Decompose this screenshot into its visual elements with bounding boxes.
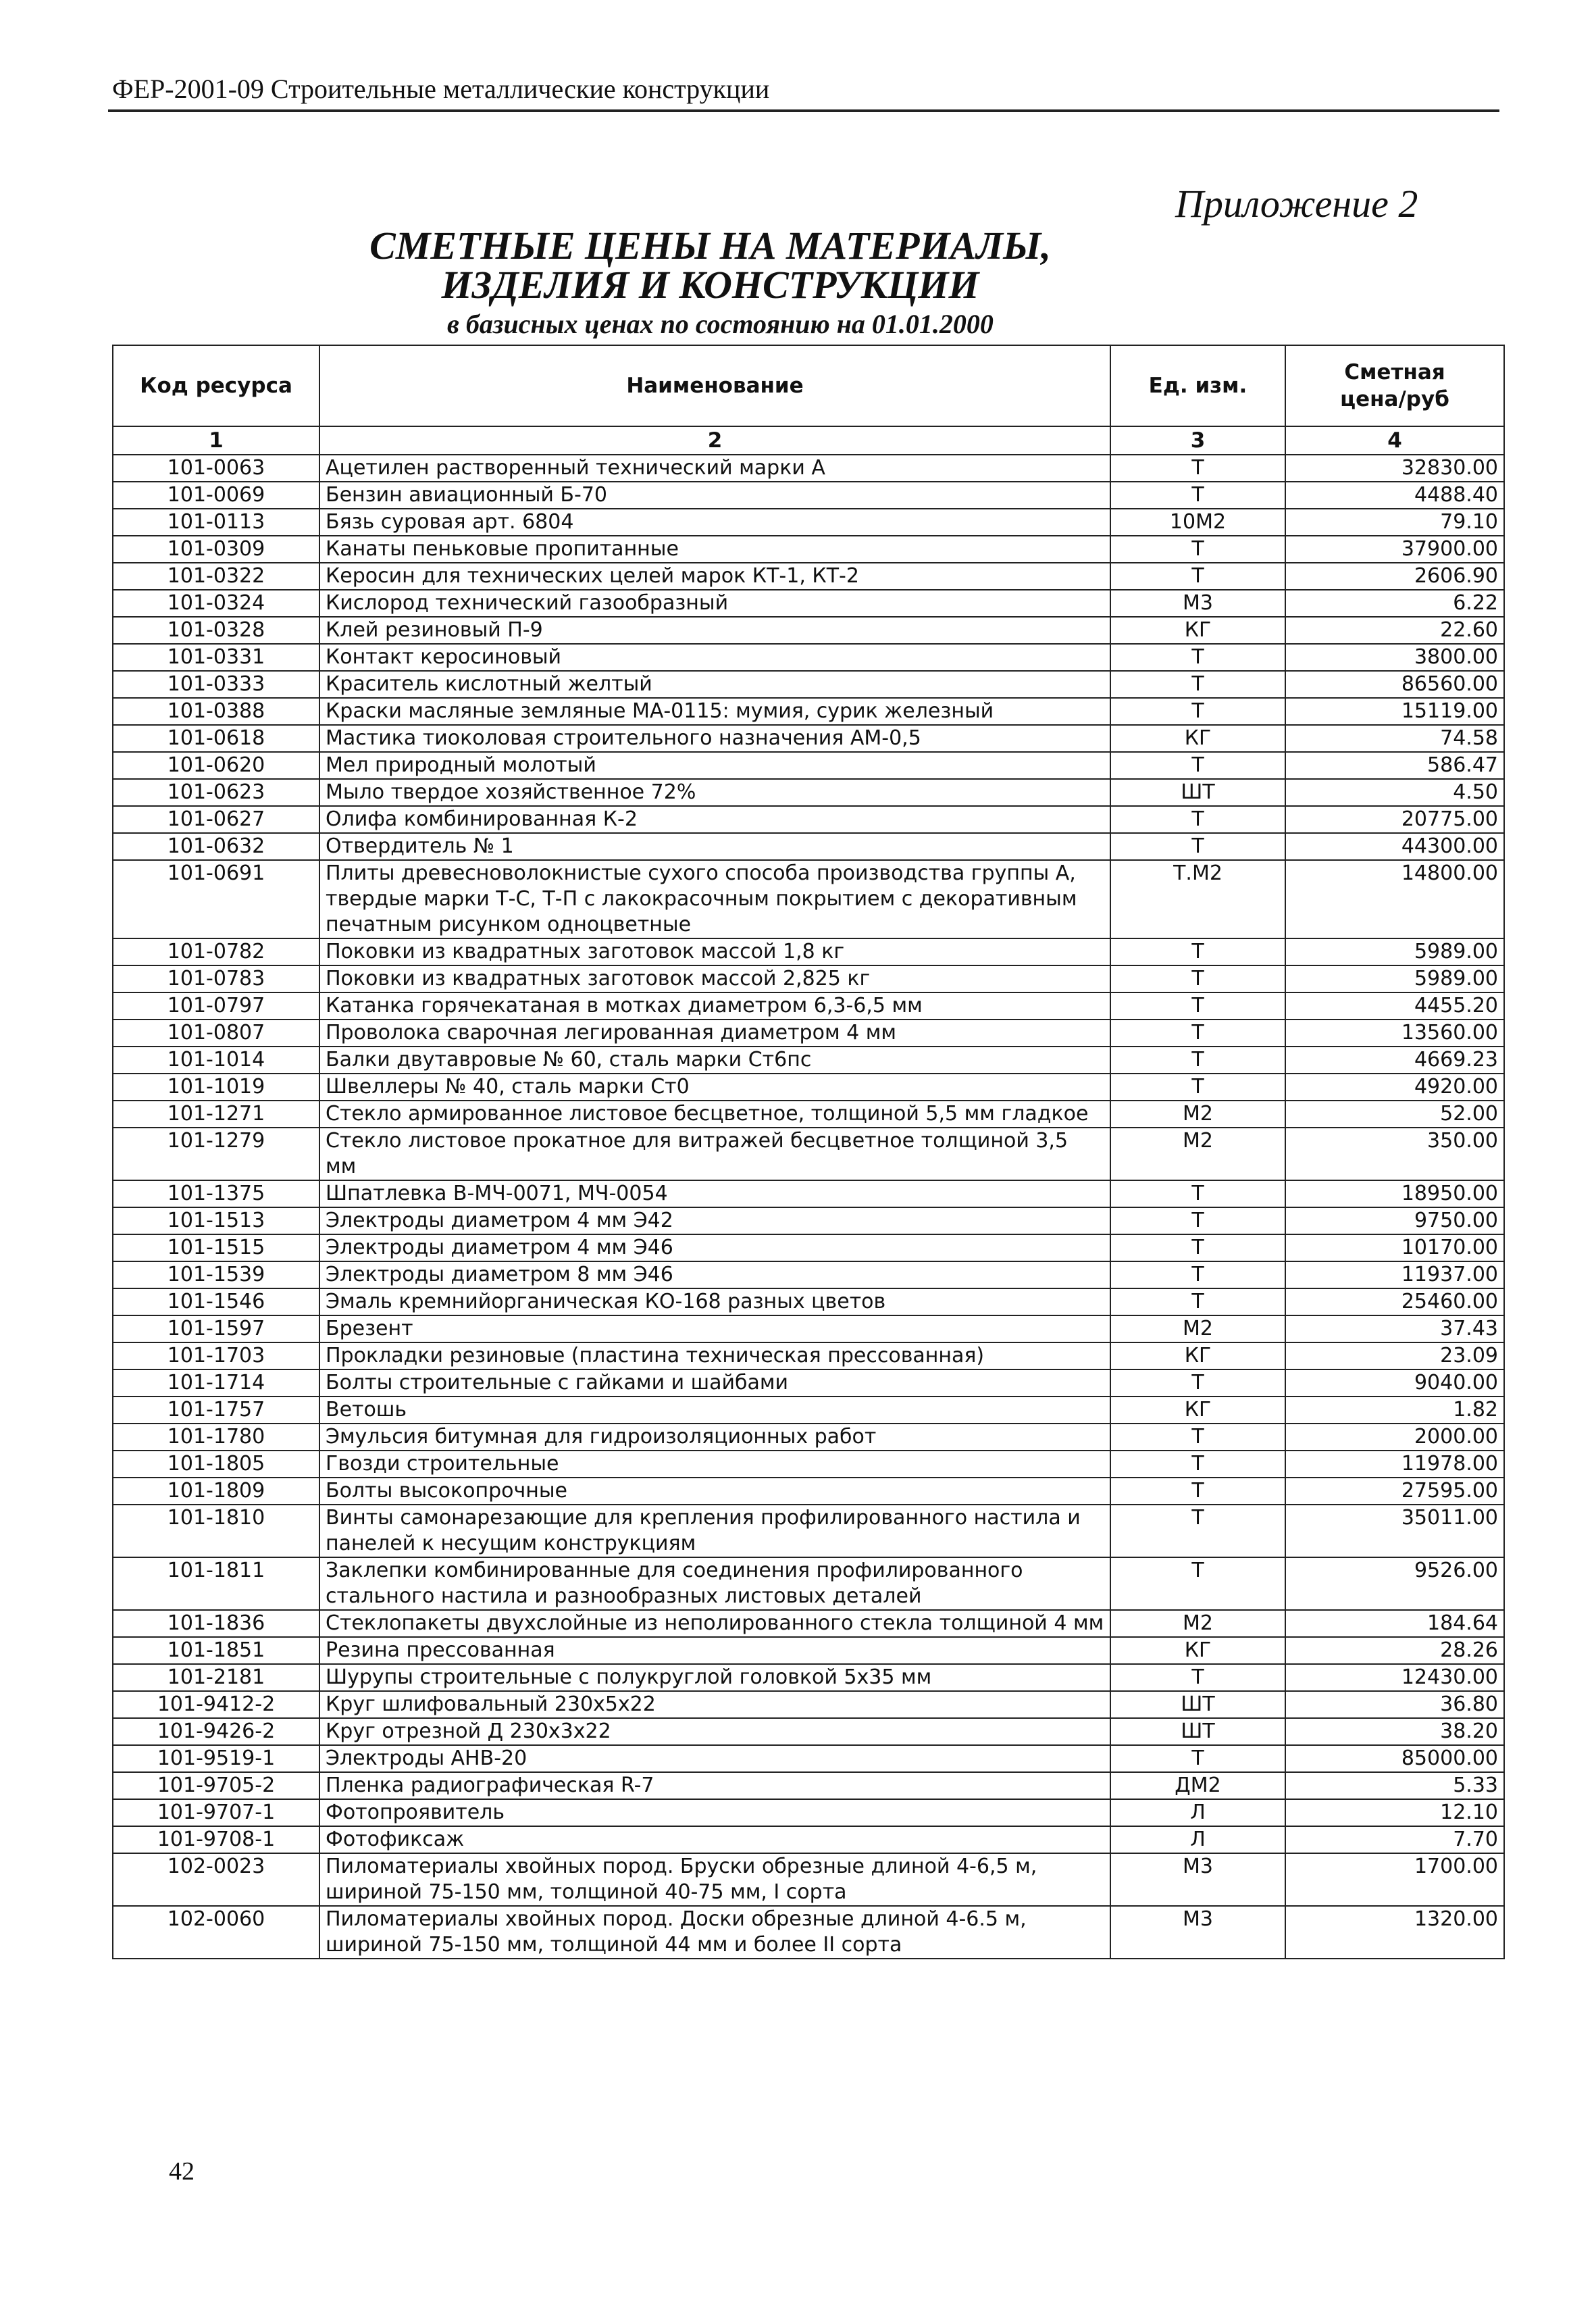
cell-resource-code: 101-0324 xyxy=(113,590,319,617)
cell-unit: М3 xyxy=(1110,590,1285,617)
cell-price: 350.00 xyxy=(1285,1128,1504,1180)
cell-resource-name: Фотопроявитель xyxy=(319,1799,1110,1826)
header-rule xyxy=(108,109,1499,112)
cell-resource-name: Отвердитель № 1 xyxy=(319,833,1110,860)
cell-price: 4.50 xyxy=(1285,779,1504,806)
cell-resource-code: 101-0782 xyxy=(113,938,319,965)
table-row xyxy=(113,1853,1504,1906)
cell-unit: Т xyxy=(1110,1478,1285,1505)
cell-price: 5989.00 xyxy=(1285,938,1504,965)
cell-resource-code: 101-9519-1 xyxy=(113,1745,319,1772)
cell-resource-code: 101-0333 xyxy=(113,671,319,698)
cell-unit: Л xyxy=(1110,1826,1285,1853)
table-row xyxy=(113,1234,1504,1261)
table-row xyxy=(113,779,1504,806)
cell-resource-code: 101-0797 xyxy=(113,992,319,1020)
cell-resource-name: Электроды АНВ-20 xyxy=(319,1745,1110,1772)
cell-resource-code: 101-1375 xyxy=(113,1180,319,1207)
cell-price: 28.26 xyxy=(1285,1637,1504,1664)
cell-unit: ДМ2 xyxy=(1110,1772,1285,1799)
cell-resource-code: 101-0322 xyxy=(113,563,319,590)
cell-resource-name: Клей резиновый П-9 xyxy=(319,617,1110,644)
appendix-label: Приложение 2 xyxy=(1175,182,1418,226)
cell-resource-code: 101-1836 xyxy=(113,1610,319,1637)
cell-resource-code: 101-0063 xyxy=(113,455,319,482)
cell-unit: М3 xyxy=(1110,1906,1285,1959)
cell-price: 10170.00 xyxy=(1285,1234,1504,1261)
table-row xyxy=(113,1369,1504,1397)
cell-resource-code: 101-0331 xyxy=(113,644,319,671)
table-row xyxy=(113,1557,1504,1610)
cell-unit: Т xyxy=(1110,1180,1285,1207)
cell-resource-code: 101-9708-1 xyxy=(113,1826,319,1853)
cell-price: 23.09 xyxy=(1285,1342,1504,1369)
cell-resource-code: 101-9412-2 xyxy=(113,1691,319,1718)
table-row xyxy=(113,1691,1504,1718)
cell-unit: Т xyxy=(1110,1074,1285,1101)
cell-unit: КГ xyxy=(1110,1397,1285,1424)
cell-price: 1320.00 xyxy=(1285,1906,1504,1959)
cell-price: 86560.00 xyxy=(1285,671,1504,698)
table-row xyxy=(113,536,1504,563)
cell-unit: М2 xyxy=(1110,1610,1285,1637)
page-title-line-1: СМЕТНЫЕ ЦЕНЫ НА МАТЕРИАЛЫ, xyxy=(369,224,1051,268)
cell-resource-code: 101-1515 xyxy=(113,1234,319,1261)
cell-resource-name: Швеллеры № 40, сталь марки Ст0 xyxy=(319,1074,1110,1101)
cell-unit: Т xyxy=(1110,1424,1285,1451)
cell-resource-code: 101-0069 xyxy=(113,482,319,509)
cell-resource-name: Шурупы строительные с полукруглой головкой 5х35 мм xyxy=(319,1664,1110,1691)
header-code: Код ресурса xyxy=(113,345,319,426)
cell-resource-name: Болты высокопрочные xyxy=(319,1478,1110,1505)
cell-unit: Т.М2 xyxy=(1110,860,1285,938)
cell-resource-code: 101-0618 xyxy=(113,725,319,752)
table-row xyxy=(113,1906,1504,1959)
cell-price: 586.47 xyxy=(1285,752,1504,779)
cell-resource-name: Ветошь xyxy=(319,1397,1110,1424)
table-row xyxy=(113,563,1504,590)
table-row xyxy=(113,1020,1504,1047)
column-number-3: 3 xyxy=(1110,426,1285,455)
cell-resource-name: Эмаль кремнийорганическая КО-168 разных цветов xyxy=(319,1288,1110,1315)
cell-resource-name: Электроды диаметром 8 мм Э46 xyxy=(319,1261,1110,1288)
table-row xyxy=(113,617,1504,644)
cell-price: 4455.20 xyxy=(1285,992,1504,1020)
running-header: ФЕР-2001-09 Строительные металлические конструкции xyxy=(112,74,770,104)
cell-resource-code: 101-0691 xyxy=(113,860,319,938)
table-row xyxy=(113,482,1504,509)
cell-price: 37900.00 xyxy=(1285,536,1504,563)
cell-unit: Т xyxy=(1110,965,1285,992)
cell-price: 4488.40 xyxy=(1285,482,1504,509)
cell-resource-name: Круг шлифовальный 230х5х22 xyxy=(319,1691,1110,1718)
cell-price: 11937.00 xyxy=(1285,1261,1504,1288)
cell-resource-name: Канаты пеньковые пропитанные xyxy=(319,536,1110,563)
table-row xyxy=(113,806,1504,833)
table-row xyxy=(113,1664,1504,1691)
header-price-label: Сметная цена/руб xyxy=(1340,360,1449,411)
cell-price: 22.60 xyxy=(1285,617,1504,644)
table-row xyxy=(113,1047,1504,1074)
column-number-4: 4 xyxy=(1285,426,1504,455)
cell-resource-code: 101-9707-1 xyxy=(113,1799,319,1826)
table-row xyxy=(113,1315,1504,1342)
cell-unit: КГ xyxy=(1110,617,1285,644)
table-row xyxy=(113,1288,1504,1315)
cell-unit: М2 xyxy=(1110,1315,1285,1342)
cell-resource-code: 101-0620 xyxy=(113,752,319,779)
table-row xyxy=(113,1261,1504,1288)
cell-resource-code: 101-1019 xyxy=(113,1074,319,1101)
cell-resource-code: 101-1703 xyxy=(113,1342,319,1369)
cell-resource-name: Гвозди строительные xyxy=(319,1451,1110,1478)
cell-resource-name: Электроды диаметром 4 мм Э46 xyxy=(319,1234,1110,1261)
cell-resource-code: 101-9426-2 xyxy=(113,1718,319,1745)
cell-unit: Т xyxy=(1110,1207,1285,1234)
cell-unit: ШТ xyxy=(1110,779,1285,806)
table-row xyxy=(113,860,1504,938)
cell-resource-name: Заклепки комбинированные для соединения профилированного стального настила и разнообразных листовых деталей xyxy=(319,1557,1110,1610)
cell-resource-name: Катанка горячекатаная в мотках диаметром 6,3-6,5 мм xyxy=(319,992,1110,1020)
table-row xyxy=(113,1128,1504,1180)
table-row xyxy=(113,1505,1504,1557)
cell-price: 36.80 xyxy=(1285,1691,1504,1718)
cell-resource-name: Ацетилен растворенный технический марки А xyxy=(319,455,1110,482)
cell-price: 11978.00 xyxy=(1285,1451,1504,1478)
cell-resource-name: Прокладки резиновые (пластина техническая прессованная) xyxy=(319,1342,1110,1369)
cell-unit: Т xyxy=(1110,1020,1285,1047)
cell-price: 44300.00 xyxy=(1285,833,1504,860)
cell-resource-name: Электроды диаметром 4 мм Э42 xyxy=(319,1207,1110,1234)
table-row xyxy=(113,509,1504,536)
cell-unit: Т xyxy=(1110,1664,1285,1691)
cell-unit: Т xyxy=(1110,1047,1285,1074)
cell-resource-code: 101-1279 xyxy=(113,1128,319,1180)
cell-price: 2606.90 xyxy=(1285,563,1504,590)
cell-resource-code: 101-1539 xyxy=(113,1261,319,1288)
cell-price: 9040.00 xyxy=(1285,1369,1504,1397)
cell-unit: Т xyxy=(1110,536,1285,563)
cell-price: 74.58 xyxy=(1285,725,1504,752)
cell-price: 18950.00 xyxy=(1285,1180,1504,1207)
cell-resource-code: 101-1271 xyxy=(113,1101,319,1128)
cell-unit: Т xyxy=(1110,992,1285,1020)
cell-resource-name: Пленка радиографическая R-7 xyxy=(319,1772,1110,1799)
table-row xyxy=(113,698,1504,725)
table-row xyxy=(113,938,1504,965)
cell-resource-code: 101-0328 xyxy=(113,617,319,644)
cell-resource-name: Шпатлевка В-МЧ-0071, МЧ-0054 xyxy=(319,1180,1110,1207)
cell-resource-name: Кислород технический газообразный xyxy=(319,590,1110,617)
table-row xyxy=(113,1207,1504,1234)
cell-resource-code: 101-1811 xyxy=(113,1557,319,1610)
cell-price: 9526.00 xyxy=(1285,1557,1504,1610)
cell-resource-name: Плиты древесноволокнистые сухого способа производства группы А, твердые марки Т-С, Т-П с лакокрасочным покрытием с декоративным печатным рисунком одноцветные xyxy=(319,860,1110,938)
cell-resource-code: 101-9705-2 xyxy=(113,1772,319,1799)
cell-resource-code: 101-1714 xyxy=(113,1369,319,1397)
cell-unit: КГ xyxy=(1110,1342,1285,1369)
page-title-line-2: ИЗДЕЛИЯ И КОНСТРУКЦИИ xyxy=(441,263,979,307)
table-row xyxy=(113,1745,1504,1772)
table-row xyxy=(113,992,1504,1020)
cell-resource-code: 101-1809 xyxy=(113,1478,319,1505)
cell-price: 6.22 xyxy=(1285,590,1504,617)
cell-resource-name: Бязь суровая арт. 6804 xyxy=(319,509,1110,536)
cell-resource-name: Пиломатериалы хвойных пород. Доски обрезные длиной 4-6.5 м, шириной 75-150 мм, толщиной 44 мм и более II сорта xyxy=(319,1906,1110,1959)
table-row xyxy=(113,1451,1504,1478)
cell-resource-name: Стеклопакеты двухслойные из неполированного стекла толщиной 4 мм xyxy=(319,1610,1110,1637)
header-unit: Ед. изм. xyxy=(1110,345,1285,426)
cell-price: 1700.00 xyxy=(1285,1853,1504,1906)
cell-resource-code: 101-1597 xyxy=(113,1315,319,1342)
cell-resource-name: Проволока сварочная легированная диаметром 4 мм xyxy=(319,1020,1110,1047)
cell-resource-code: 101-1513 xyxy=(113,1207,319,1234)
cell-resource-code: 101-1014 xyxy=(113,1047,319,1074)
price-table xyxy=(112,345,1505,1959)
cell-unit: КГ xyxy=(1110,1637,1285,1664)
cell-unit: Т xyxy=(1110,1557,1285,1610)
cell-price: 9750.00 xyxy=(1285,1207,1504,1234)
cell-price: 15119.00 xyxy=(1285,698,1504,725)
cell-resource-name: Фотофиксаж xyxy=(319,1826,1110,1853)
page-subtitle: в базисных ценах по состоянию на 01.01.2000 xyxy=(447,309,994,339)
cell-price: 4669.23 xyxy=(1285,1047,1504,1074)
cell-resource-code: 101-1810 xyxy=(113,1505,319,1557)
cell-unit: Т xyxy=(1110,752,1285,779)
table-row xyxy=(113,965,1504,992)
cell-price: 85000.00 xyxy=(1285,1745,1504,1772)
cell-price: 25460.00 xyxy=(1285,1288,1504,1315)
cell-unit: Т xyxy=(1110,938,1285,965)
cell-price: 20775.00 xyxy=(1285,806,1504,833)
cell-resource-name: Краситель кислотный желтый xyxy=(319,671,1110,698)
cell-price: 7.70 xyxy=(1285,1826,1504,1853)
cell-resource-name: Мастика тиоколовая строительного назначения АМ-0,5 xyxy=(319,725,1110,752)
table-row xyxy=(113,1424,1504,1451)
table-row xyxy=(113,1799,1504,1826)
cell-price: 184.64 xyxy=(1285,1610,1504,1637)
cell-unit: Т xyxy=(1110,671,1285,698)
cell-price: 37.43 xyxy=(1285,1315,1504,1342)
cell-resource-code: 101-0113 xyxy=(113,509,319,536)
table-row xyxy=(113,752,1504,779)
cell-price: 27595.00 xyxy=(1285,1478,1504,1505)
table-row xyxy=(113,725,1504,752)
table-row xyxy=(113,1610,1504,1637)
cell-resource-code: 101-0807 xyxy=(113,1020,319,1047)
cell-resource-name: Контакт керосиновый xyxy=(319,644,1110,671)
table-row xyxy=(113,1397,1504,1424)
cell-resource-name: Мел природный молотый xyxy=(319,752,1110,779)
cell-price: 13560.00 xyxy=(1285,1020,1504,1047)
table-row xyxy=(113,455,1504,482)
cell-resource-code: 101-0783 xyxy=(113,965,319,992)
cell-resource-name: Стекло листовое прокатное для витражей бесцветное толщиной 3,5 мм xyxy=(319,1128,1110,1180)
table-row xyxy=(113,833,1504,860)
cell-unit: ШТ xyxy=(1110,1718,1285,1745)
cell-unit: КГ xyxy=(1110,725,1285,752)
cell-resource-name: Болты строительные с гайками и шайбами xyxy=(319,1369,1110,1397)
cell-resource-code: 101-1780 xyxy=(113,1424,319,1451)
cell-unit: М2 xyxy=(1110,1101,1285,1128)
cell-resource-name: Мыло твердое хозяйственное 72% xyxy=(319,779,1110,806)
cell-price: 52.00 xyxy=(1285,1101,1504,1128)
cell-resource-name: Балки двутавровые № 60, сталь марки Ст6пс xyxy=(319,1047,1110,1074)
cell-unit: 10М2 xyxy=(1110,509,1285,536)
cell-price: 35011.00 xyxy=(1285,1505,1504,1557)
cell-resource-name: Керосин для технических целей марок КТ-1, КТ-2 xyxy=(319,563,1110,590)
cell-price: 3800.00 xyxy=(1285,644,1504,671)
cell-resource-code: 101-0309 xyxy=(113,536,319,563)
cell-unit: Т xyxy=(1110,1261,1285,1288)
cell-resource-code: 101-1851 xyxy=(113,1637,319,1664)
cell-price: 4920.00 xyxy=(1285,1074,1504,1101)
cell-unit: Т xyxy=(1110,1505,1285,1557)
cell-unit: Т xyxy=(1110,833,1285,860)
cell-resource-code: 101-1757 xyxy=(113,1397,319,1424)
cell-unit: Т xyxy=(1110,455,1285,482)
header-name: Наименование xyxy=(319,345,1110,426)
cell-price: 12.10 xyxy=(1285,1799,1504,1826)
cell-price: 38.20 xyxy=(1285,1718,1504,1745)
cell-unit: Т xyxy=(1110,1451,1285,1478)
cell-resource-code: 101-2181 xyxy=(113,1664,319,1691)
cell-resource-name: Пиломатериалы хвойных пород. Бруски обрезные длиной 4-6,5 м, шириной 75-150 мм, толщиной 40-75 мм, I сорта xyxy=(319,1853,1110,1906)
cell-resource-code: 101-1546 xyxy=(113,1288,319,1315)
cell-unit: Т xyxy=(1110,1745,1285,1772)
cell-price: 12430.00 xyxy=(1285,1664,1504,1691)
cell-price: 32830.00 xyxy=(1285,455,1504,482)
cell-unit: Т xyxy=(1110,806,1285,833)
cell-resource-code: 101-1805 xyxy=(113,1451,319,1478)
cell-resource-code: 102-0023 xyxy=(113,1853,319,1906)
table-row xyxy=(113,1637,1504,1664)
cell-resource-name: Олифа комбинированная К-2 xyxy=(319,806,1110,833)
cell-price: 1.82 xyxy=(1285,1397,1504,1424)
cell-resource-name: Винты самонарезающие для крепления профилированного настила и панелей к несущим конструкциям xyxy=(319,1505,1110,1557)
cell-unit: ШТ xyxy=(1110,1691,1285,1718)
cell-price: 5.33 xyxy=(1285,1772,1504,1799)
cell-unit: Т xyxy=(1110,563,1285,590)
column-number-2: 2 xyxy=(319,426,1110,455)
cell-resource-name: Эмульсия битумная для гидроизоляционных работ xyxy=(319,1424,1110,1451)
cell-price: 2000.00 xyxy=(1285,1424,1504,1451)
table-row xyxy=(113,590,1504,617)
page-number: 42 xyxy=(169,2157,195,2186)
cell-resource-name: Краски масляные земляные МА-0115: мумия, сурик железный xyxy=(319,698,1110,725)
column-number-1: 1 xyxy=(113,426,319,455)
cell-price: 79.10 xyxy=(1285,509,1504,536)
cell-resource-code: 101-0632 xyxy=(113,833,319,860)
table-row xyxy=(113,1074,1504,1101)
cell-resource-code: 101-0627 xyxy=(113,806,319,833)
cell-resource-name: Брезент xyxy=(319,1315,1110,1342)
cell-unit: Т xyxy=(1110,1288,1285,1315)
table-row xyxy=(113,1101,1504,1128)
table-row xyxy=(113,1718,1504,1745)
cell-resource-name: Поковки из квадратных заготовок массой 1,8 кг xyxy=(319,938,1110,965)
cell-unit: Т xyxy=(1110,1369,1285,1397)
price-table-container xyxy=(112,345,1503,1959)
cell-resource-code: 101-0388 xyxy=(113,698,319,725)
table-row xyxy=(113,1826,1504,1853)
cell-unit: Т xyxy=(1110,644,1285,671)
cell-unit: М2 xyxy=(1110,1128,1285,1180)
cell-resource-name: Круг отрезной Д 230х3х22 xyxy=(319,1718,1110,1745)
table-header-row xyxy=(113,345,1504,426)
cell-price: 14800.00 xyxy=(1285,860,1504,938)
table-row xyxy=(113,671,1504,698)
table-row xyxy=(113,1478,1504,1505)
table-column-numbers-row xyxy=(113,426,1504,455)
cell-resource-name: Поковки из квадратных заготовок массой 2,825 кг xyxy=(319,965,1110,992)
header-price xyxy=(1285,345,1504,426)
cell-resource-name: Бензин авиационный Б-70 xyxy=(319,482,1110,509)
table-row xyxy=(113,644,1504,671)
cell-unit: М3 xyxy=(1110,1853,1285,1906)
cell-unit: Т xyxy=(1110,698,1285,725)
cell-resource-name: Стекло армированное листовое бесцветное, толщиной 5,5 мм гладкое xyxy=(319,1101,1110,1128)
table-body xyxy=(113,455,1504,1959)
cell-resource-code: 101-0623 xyxy=(113,779,319,806)
table-row xyxy=(113,1772,1504,1799)
cell-unit: Т xyxy=(1110,482,1285,509)
cell-price: 5989.00 xyxy=(1285,965,1504,992)
cell-resource-code: 102-0060 xyxy=(113,1906,319,1959)
cell-unit: Л xyxy=(1110,1799,1285,1826)
cell-resource-name: Резина прессованная xyxy=(319,1637,1110,1664)
table-row xyxy=(113,1342,1504,1369)
table-row xyxy=(113,1180,1504,1207)
cell-unit: Т xyxy=(1110,1234,1285,1261)
